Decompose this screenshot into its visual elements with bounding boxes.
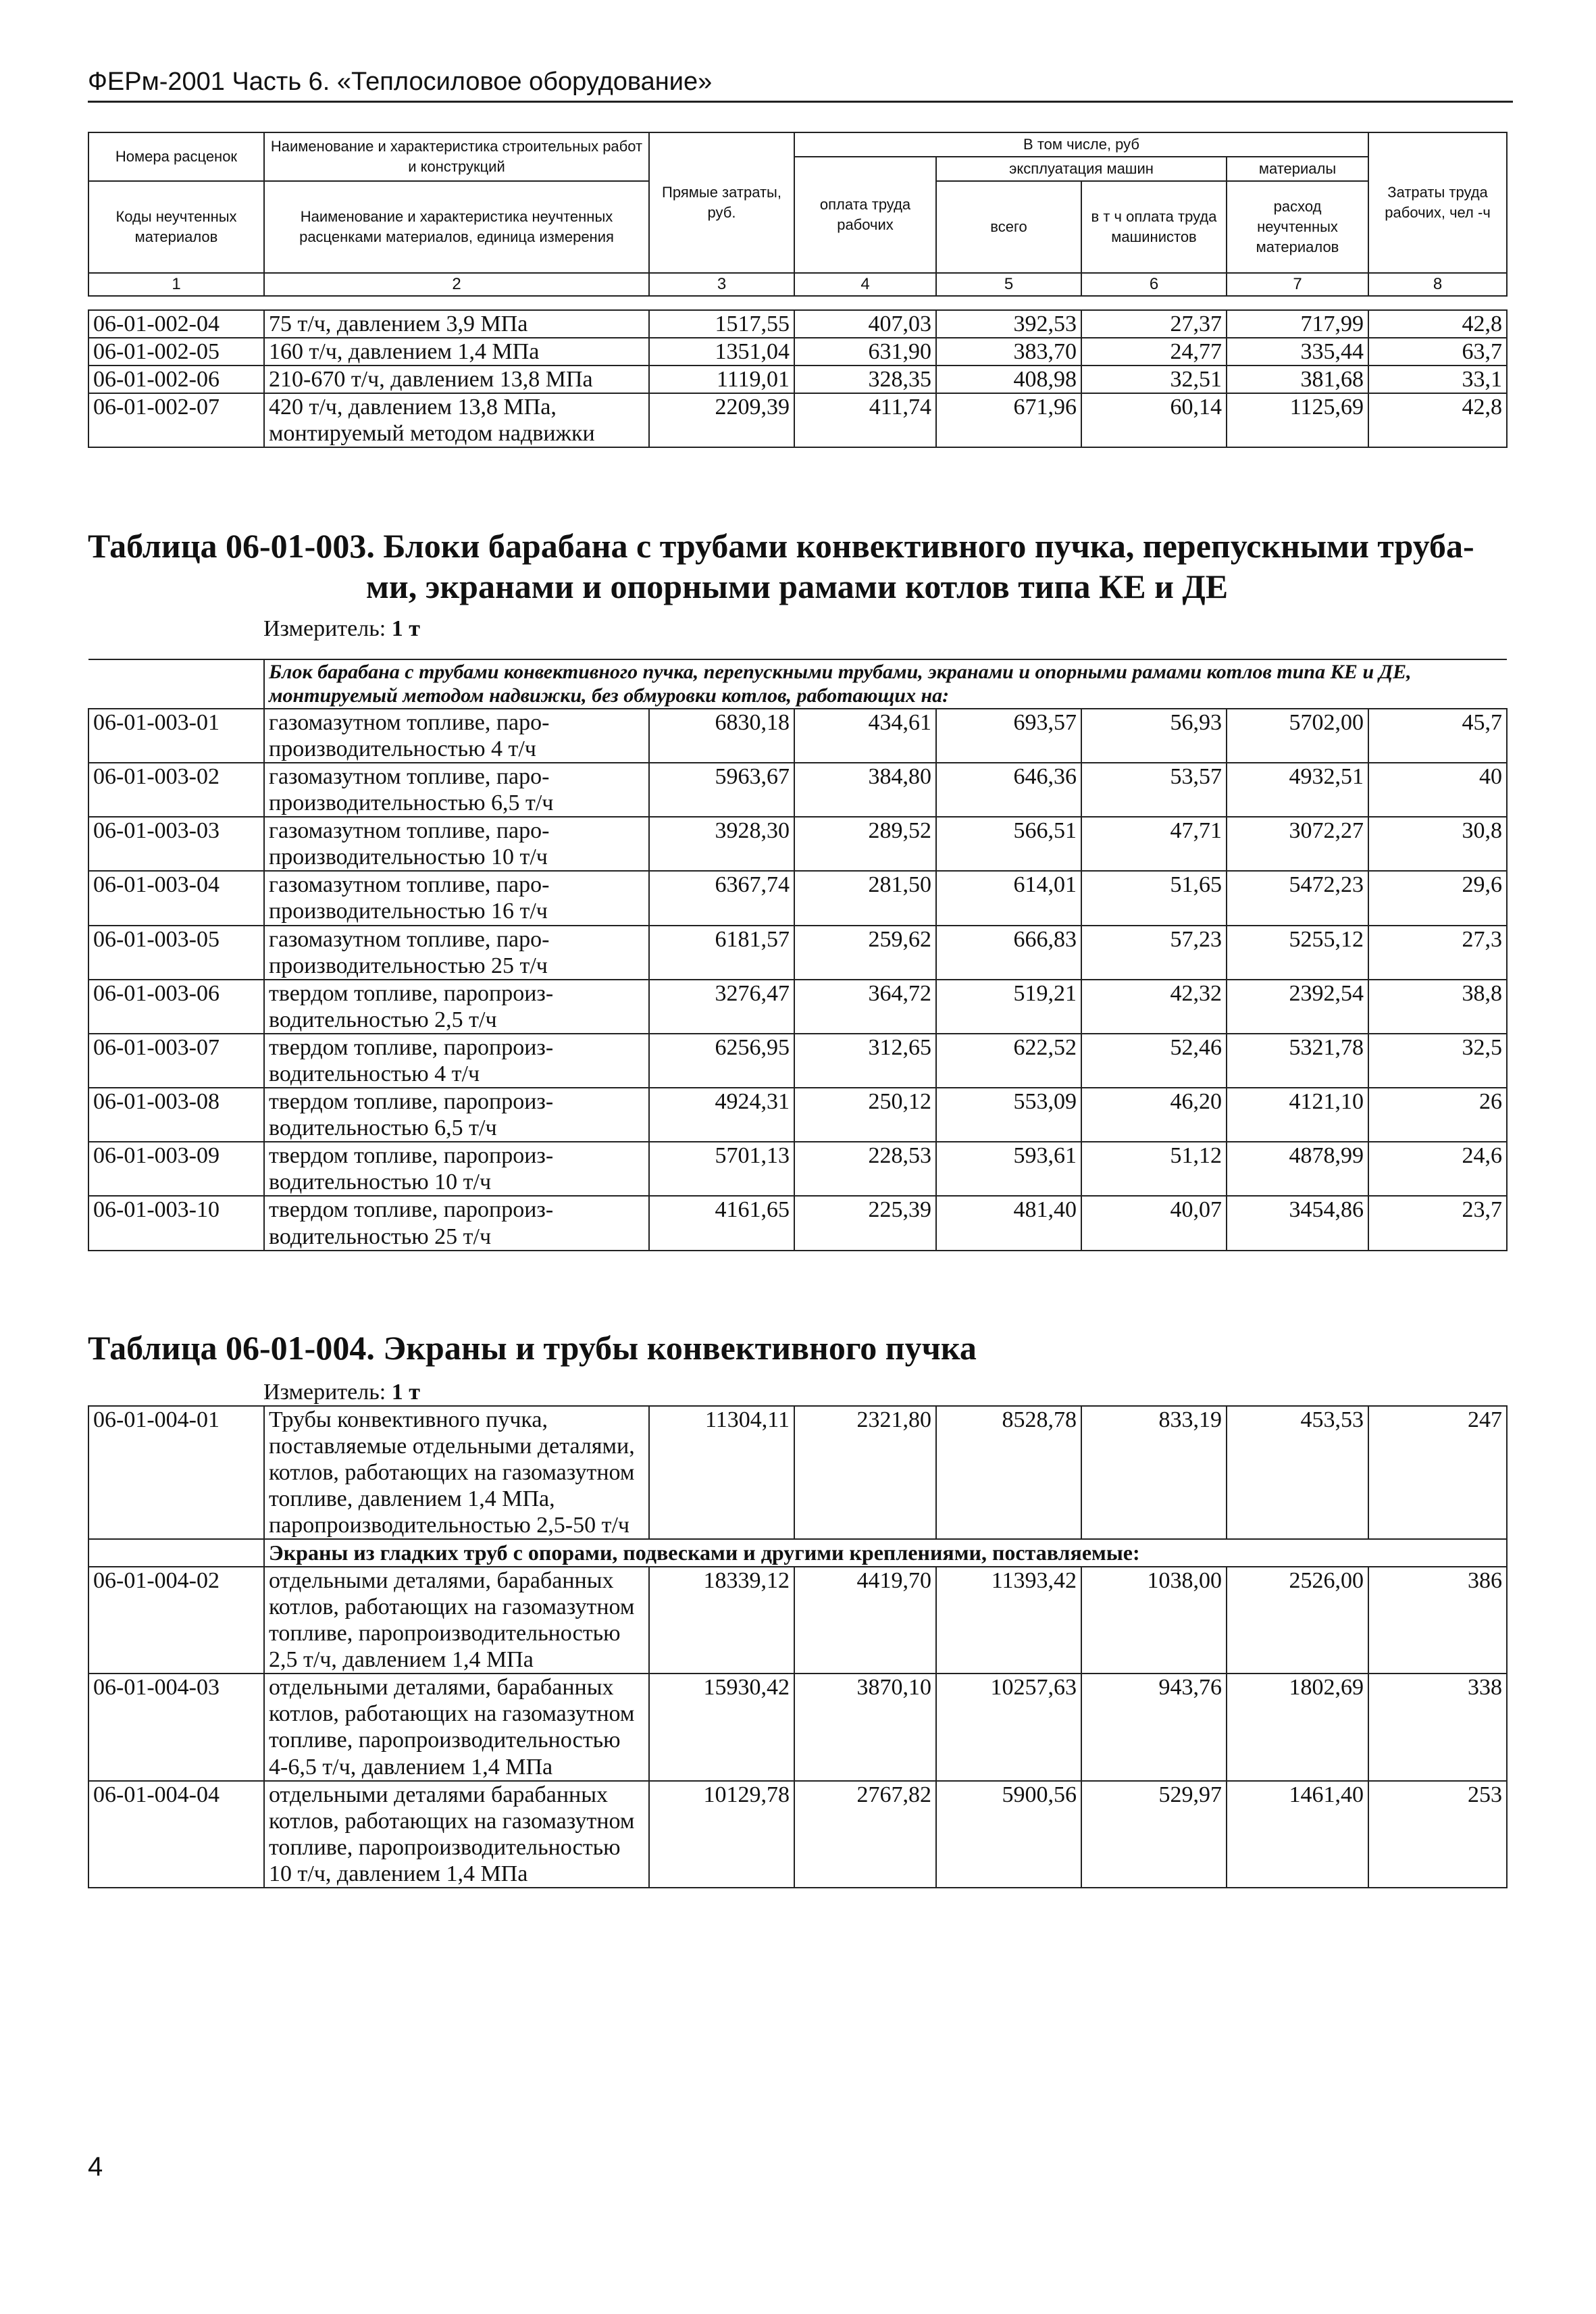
row-value: 32,51 <box>1081 366 1227 393</box>
header-name-bottom: Наименование и характеристика неучтенных расценками материалов, единица измерения <box>264 181 649 273</box>
row-value: 384,80 <box>794 763 936 817</box>
row-value: 2209,39 <box>649 393 794 447</box>
row-name: 160 т/ч, давлением 1,4 МПа <box>264 338 649 366</box>
row-code: 06-01-002-06 <box>88 366 264 393</box>
row-value: 6181,57 <box>649 926 794 980</box>
row-value: 386 <box>1368 1567 1507 1674</box>
row-value: 4924,31 <box>649 1088 794 1142</box>
row-value: 56,93 <box>1081 709 1227 763</box>
row-name: газомазутном топливе, паро-производительностью 10 т/ч <box>264 817 649 871</box>
row-name: твердом топливе, паропроиз-водительностью 25 т/ч <box>264 1196 649 1250</box>
row-value: 553,09 <box>936 1088 1081 1142</box>
row-code: 06-01-003-06 <box>88 980 264 1034</box>
row-code: 06-01-003-09 <box>88 1142 264 1196</box>
row-name: твердом топливе, паропроиз-водительностью 6,5 т/ч <box>264 1088 649 1142</box>
row-value: 63,7 <box>1368 338 1507 366</box>
row-code: 06-01-003-02 <box>88 763 264 817</box>
row-value: 259,62 <box>794 926 936 980</box>
group-heading: Блок барабана с трубами конвективного пучка, перепускными трубами, экранами и опорными рамами котлов типа КЕ и ДЕ, монтируемый методом надвижки, без обмуровки котлов, работающих на: <box>264 659 1507 709</box>
row-name: отдельными деталями барабанных котлов, работающих на газомазутном топливе, паропроизводительностью 10 т/ч, давлением 1,4 МПа <box>264 1781 649 1888</box>
row-value: 593,61 <box>936 1142 1081 1196</box>
row-name: 420 т/ч, давлением 13,8 МПа, монтируемый методом надвижки <box>264 393 649 447</box>
row-value: 434,61 <box>794 709 936 763</box>
row-value: 247 <box>1368 1406 1507 1539</box>
header-codes-bottom: Коды неучтенных материалов <box>88 181 264 273</box>
row-value: 5963,67 <box>649 763 794 817</box>
row-value: 5702,00 <box>1227 709 1368 763</box>
row-value: 453,53 <box>1227 1406 1368 1539</box>
row-value: 1119,01 <box>649 366 794 393</box>
row-value: 52,46 <box>1081 1034 1227 1088</box>
row-name: твердом топливе, паропроиз-водительностью 4 т/ч <box>264 1034 649 1088</box>
row-value: 10257,63 <box>936 1674 1081 1780</box>
row-value: 5321,78 <box>1227 1034 1368 1088</box>
row-code: 06-01-004-01 <box>88 1406 264 1539</box>
row-value: 411,74 <box>794 393 936 447</box>
row-value: 392,53 <box>936 310 1081 338</box>
header-codes-top: Номера расценок <box>88 132 264 181</box>
row-name: твердом топливе, паропроиз-водительностью 10 т/ч <box>264 1142 649 1196</box>
row-value: 5900,56 <box>936 1781 1081 1888</box>
row-code: 06-01-004-02 <box>88 1567 264 1674</box>
row-value: 3454,86 <box>1227 1196 1368 1250</box>
row-code: 06-01-003-04 <box>88 871 264 925</box>
row-value: 3072,27 <box>1227 817 1368 871</box>
row-value: 11393,42 <box>936 1567 1081 1674</box>
row-value: 381,68 <box>1227 366 1368 393</box>
table-row <box>88 366 1507 393</box>
row-name: газомазутном топливе, паро-производительностью 25 т/ч <box>264 926 649 980</box>
table-row <box>88 1034 1507 1088</box>
row-value: 225,39 <box>794 1196 936 1250</box>
row-name: отдельными деталями, барабанных котлов, работающих на газомазутном топливе, паропроизводительностью 2,5 т/ч, давлением 1,4 МПа <box>264 1567 649 1674</box>
row-code: 06-01-003-08 <box>88 1088 264 1142</box>
row-value: 328,35 <box>794 366 936 393</box>
row-value: 408,98 <box>936 366 1081 393</box>
row-value: 5701,13 <box>649 1142 794 1196</box>
row-name: газомазутном топливе, паро-производительностью 6,5 т/ч <box>264 763 649 817</box>
table-row <box>88 709 1507 763</box>
header-num-2: 2 <box>264 273 649 296</box>
row-value: 622,52 <box>936 1034 1081 1088</box>
measure-label: Измеритель: <box>263 1380 386 1405</box>
row-value: 29,6 <box>1368 871 1507 925</box>
row-value: 32,5 <box>1368 1034 1507 1088</box>
table-row <box>88 817 1507 871</box>
table-06-01-004 <box>88 1405 1508 1888</box>
table-row <box>88 338 1507 366</box>
row-value: 27,3 <box>1368 926 1507 980</box>
row-value: 281,50 <box>794 871 936 925</box>
row-value: 481,40 <box>936 1196 1081 1250</box>
row-value: 24,77 <box>1081 338 1227 366</box>
table-06-01-003-title <box>88 526 1506 607</box>
row-value: 1125,69 <box>1227 393 1368 447</box>
row-value: 4121,10 <box>1227 1088 1368 1142</box>
table-row <box>88 980 1507 1034</box>
row-value: 4932,51 <box>1227 763 1368 817</box>
header-num-1: 1 <box>88 273 264 296</box>
row-value: 42,8 <box>1368 310 1507 338</box>
row-value: 2392,54 <box>1227 980 1368 1034</box>
row-code: 06-01-003-01 <box>88 709 264 763</box>
row-value: 335,44 <box>1227 338 1368 366</box>
row-value: 407,03 <box>794 310 936 338</box>
row-value: 11304,11 <box>649 1406 794 1539</box>
row-value: 60,14 <box>1081 393 1227 447</box>
title-line-2: ми, экранами и опорными рамами котлов типа КЕ и ДЕ <box>365 568 1229 605</box>
row-code: 06-01-002-04 <box>88 310 264 338</box>
page-number: 4 <box>88 2152 103 2182</box>
row-value: 42,32 <box>1081 980 1227 1034</box>
table-row <box>88 393 1507 447</box>
header-name-top: Наименование и характеристика строительных работ и конструкций <box>264 132 649 181</box>
row-value: 33,1 <box>1368 366 1507 393</box>
row-value: 26 <box>1368 1088 1507 1142</box>
header-materials-sub: расход неучтенных материалов <box>1227 181 1368 273</box>
row-value: 40,07 <box>1081 1196 1227 1250</box>
header-num-3: 3 <box>649 273 794 296</box>
row-value: 833,19 <box>1081 1406 1227 1539</box>
row-value: 3928,30 <box>649 817 794 871</box>
measure-value: 1 т <box>391 616 420 641</box>
header-wages: оплата труда рабочих <box>794 157 936 273</box>
column-header-table <box>88 132 1508 297</box>
row-value: 6256,95 <box>649 1034 794 1088</box>
header-labor: Затраты труда рабочих, чел -ч <box>1368 132 1507 273</box>
row-value: 6830,18 <box>649 709 794 763</box>
row-value: 8528,78 <box>936 1406 1081 1539</box>
row-value: 253 <box>1368 1781 1507 1888</box>
row-value: 666,83 <box>936 926 1081 980</box>
header-num-4: 4 <box>794 273 936 296</box>
row-name: 210-670 т/ч, давлением 13,8 МПа <box>264 366 649 393</box>
table-row <box>88 926 1507 980</box>
row-value: 519,21 <box>936 980 1081 1034</box>
table-row <box>88 1088 1507 1142</box>
row-code: 06-01-003-10 <box>88 1196 264 1250</box>
row-code: 06-01-003-05 <box>88 926 264 980</box>
row-value: 4161,65 <box>649 1196 794 1250</box>
title-line-1: Таблица 06-01-003. Блоки барабана с трубами конвективного пучка, перепускными труба- <box>88 527 1474 565</box>
measure-line <box>263 616 420 642</box>
measure-line-004 <box>263 1380 420 1405</box>
row-value: 24,6 <box>1368 1142 1507 1196</box>
table-row <box>88 871 1507 925</box>
table-06-01-004-title: Таблица 06-01-004. Экраны и трубы конвективного пучка <box>88 1329 977 1367</box>
row-code: 06-01-002-07 <box>88 393 264 447</box>
header-including: В том числе, руб <box>794 132 1368 157</box>
table-06-01-003 <box>88 659 1508 1251</box>
table-row <box>88 1674 1507 1780</box>
row-value: 228,53 <box>794 1142 936 1196</box>
running-head: ФЕРм-2001 Часть 6. «Теплосиловое оборудование» <box>88 68 1513 103</box>
row-value: 6367,74 <box>649 871 794 925</box>
row-value: 1351,04 <box>649 338 794 366</box>
row-value: 30,8 <box>1368 817 1507 871</box>
table-row <box>88 1567 1507 1674</box>
row-value: 53,57 <box>1081 763 1227 817</box>
row-value: 47,71 <box>1081 817 1227 871</box>
row-value: 1517,55 <box>649 310 794 338</box>
row-value: 1038,00 <box>1081 1567 1227 1674</box>
table-06-01-002 <box>88 309 1508 448</box>
row-value: 646,36 <box>936 763 1081 817</box>
header-num-8: 8 <box>1368 273 1507 296</box>
table-row <box>88 1142 1507 1196</box>
header-machines-total: всего <box>936 181 1081 273</box>
row-value: 27,37 <box>1081 310 1227 338</box>
measure-label: Измеритель: <box>263 616 386 641</box>
header-num-6: 6 <box>1081 273 1227 296</box>
row-value: 57,23 <box>1081 926 1227 980</box>
row-value: 40 <box>1368 763 1507 817</box>
row-value: 289,52 <box>794 817 936 871</box>
row-value: 51,65 <box>1081 871 1227 925</box>
row-value: 2767,82 <box>794 1781 936 1888</box>
row-name: Трубы конвективного пучка, поставляемые отдельными деталями, котлов, работающих на газомазутном топливе, давлением 1,4 МПа, паропроизводительностью 2,5-50 т/ч <box>264 1406 649 1539</box>
row-value: 1802,69 <box>1227 1674 1368 1780</box>
row-value: 15930,42 <box>649 1674 794 1780</box>
row-value: 631,90 <box>794 338 936 366</box>
row-name: 75 т/ч, давлением 3,9 МПа <box>264 310 649 338</box>
row-value: 23,7 <box>1368 1196 1507 1250</box>
row-value: 46,20 <box>1081 1088 1227 1142</box>
row-value: 5255,12 <box>1227 926 1368 980</box>
header-materials: материалы <box>1227 157 1368 181</box>
row-value: 250,12 <box>794 1088 936 1142</box>
header-num-5: 5 <box>936 273 1081 296</box>
table-row <box>88 763 1507 817</box>
row-value: 529,97 <box>1081 1781 1227 1888</box>
header-machines: эксплуатация машин <box>936 157 1227 181</box>
row-value: 42,8 <box>1368 393 1507 447</box>
measure-value: 1 т <box>391 1380 420 1405</box>
row-value: 4419,70 <box>794 1567 936 1674</box>
row-value: 566,51 <box>936 817 1081 871</box>
row-code: 06-01-004-03 <box>88 1674 264 1780</box>
row-value: 2321,80 <box>794 1406 936 1539</box>
group-heading: Экраны из гладких труб с опорами, подвесками и другими креплениями, поставляемые: <box>264 1539 1507 1566</box>
row-value: 614,01 <box>936 871 1081 925</box>
row-value: 45,7 <box>1368 709 1507 763</box>
header-direct-costs: Прямые затраты, руб. <box>649 132 794 273</box>
row-name: твердом топливе, паропроиз-водительностью 2,5 т/ч <box>264 980 649 1034</box>
row-value: 383,70 <box>936 338 1081 366</box>
table-row <box>88 1781 1507 1888</box>
row-value: 364,72 <box>794 980 936 1034</box>
header-machines-wages: в т ч оплата труда машинистов <box>1081 181 1227 273</box>
row-value: 5472,23 <box>1227 871 1368 925</box>
table-row <box>88 1406 1507 1539</box>
table-row <box>88 1196 1507 1250</box>
row-value: 693,57 <box>936 709 1081 763</box>
row-value: 312,65 <box>794 1034 936 1088</box>
row-value: 338 <box>1368 1674 1507 1780</box>
row-code: 06-01-003-07 <box>88 1034 264 1088</box>
row-code: 06-01-002-05 <box>88 338 264 366</box>
row-value: 943,76 <box>1081 1674 1227 1780</box>
row-value: 717,99 <box>1227 310 1368 338</box>
row-value: 10129,78 <box>649 1781 794 1888</box>
row-value: 671,96 <box>936 393 1081 447</box>
row-value: 38,8 <box>1368 980 1507 1034</box>
row-value: 1461,40 <box>1227 1781 1368 1888</box>
row-name: газомазутном топливе, паро-производительностью 4 т/ч <box>264 709 649 763</box>
row-value: 4878,99 <box>1227 1142 1368 1196</box>
row-value: 3276,47 <box>649 980 794 1034</box>
row-value: 18339,12 <box>649 1567 794 1674</box>
row-value: 51,12 <box>1081 1142 1227 1196</box>
table-row <box>88 310 1507 338</box>
row-code: 06-01-003-03 <box>88 817 264 871</box>
header-num-7: 7 <box>1227 273 1368 296</box>
row-name: газомазутном топливе, паро-производительностью 16 т/ч <box>264 871 649 925</box>
row-value: 3870,10 <box>794 1674 936 1780</box>
row-name: отдельными деталями, барабанных котлов, работающих на газомазутном топливе, паропроизводительностью 4-6,5 т/ч, давлением 1,4 МПа <box>264 1674 649 1780</box>
row-code: 06-01-004-04 <box>88 1781 264 1888</box>
row-value: 2526,00 <box>1227 1567 1368 1674</box>
